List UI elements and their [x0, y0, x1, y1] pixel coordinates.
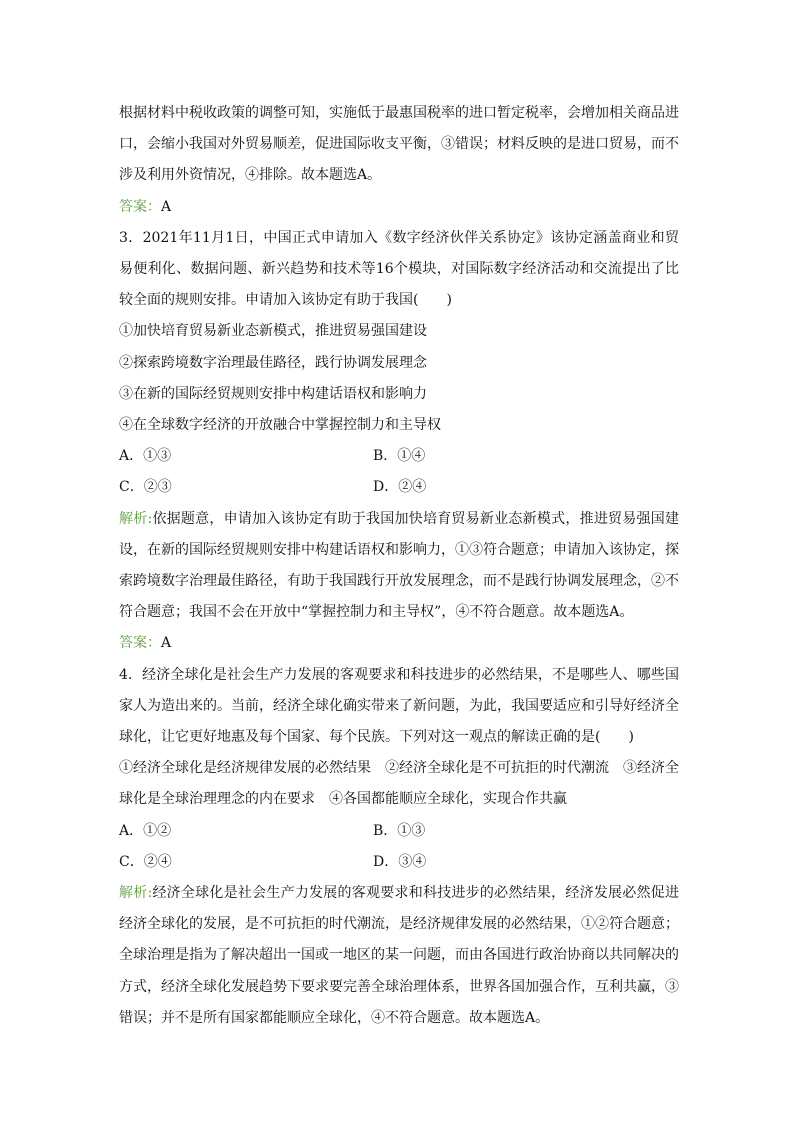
- q3-options-row-1: [119, 441, 679, 472]
- q3-option-c: C．②③: [119, 479, 172, 496]
- q3-answer-line: [119, 628, 679, 659]
- q3-option-b: B．①④: [373, 448, 426, 465]
- document-content: [119, 98, 679, 1034]
- q3-item-2: ②探索跨境数字治理最佳路径，践行协调发展理念: [119, 354, 427, 371]
- answer-label: 答案：: [119, 635, 161, 652]
- q3-item-4: ④在全球数字经济的开放融合中掌握控制力和主导权: [119, 417, 441, 434]
- q4-items: ①经济全球化是经济规律发展的必然结果 ②经济全球化是不可抗拒的时代潮流 ③经济全球化是全球治理理念的内在要求 ④各国都能顺应全球化，实现合作共赢: [119, 760, 679, 808]
- answer-line: [119, 192, 679, 223]
- q4-option-a: A．①②: [119, 822, 172, 839]
- q3-item-1: ①加快培育贸易新业态新模式，推进贸易强国建设: [119, 323, 427, 340]
- question-3-stem: 3．2021年11月1日，中国正式申请加入《数字经济伙伴关系协定》该协定涵盖商业和贸易便利化、数据问题、新兴趋势和技术等16个模块，对国际数字经济活动和交流提出了比较全面的规则安排。申请加入该协定有助于我国( ): [119, 229, 679, 309]
- analysis-label: 解析:: [119, 510, 153, 527]
- analysis-label: 解析:: [119, 885, 153, 902]
- q4-option-d: D．③④: [373, 853, 427, 870]
- answer-value: A: [161, 635, 172, 652]
- analysis-continuation: 根据材料中税收政策的调整可知，实施低于最惠国税率的进口暂定税率，会增加相关商品进口，会缩小我国对外贸易顺差，促进国际收支平衡，③错误；材料反映的是进口贸易，而不涉及利用外资情况，④排除。故本题选A。: [119, 105, 679, 184]
- q3-option-a: A．①③: [119, 448, 172, 465]
- q4-options-row-2: [119, 847, 679, 878]
- q3-item-3: ③在新的国际经贸规则安排中构建话语权和影响力: [119, 385, 427, 402]
- q4-options-row-1: [119, 816, 679, 847]
- q4-option-b: B．①③: [373, 822, 426, 839]
- q4-analysis-text: 经济全球化是社会生产力发展的客观要求和科技进步的必然结果，经济发展必然促进经济全球化的发展，是不可抗拒的时代潮流，是经济规律发展的必然结果，①②符合题意；全球治理是指为了解决超出一国或一地区的某一问题，而由各国进行政治协商以共同解决的方式，经济全球化发展趋势下要求要完善全球治理体系，世界各国加强合作，互利共赢，③错误；并不是所有国家都能顺应全球化，④不符合题意。故本题选A。: [119, 885, 680, 1026]
- q3-analysis-text: 依据题意，申请加入该协定有助于我国加快培育贸易新业态新模式，推进贸易强国建设，在新的国际经贸规则安排中构建话语权和影响力，①③符合题意；申请加入该协定，探索跨境数字治理最佳路径，有助于我国践行开放发展理念，而不是践行协调发展理念，②不符合题意；我国不会在开放中“掌握控制力和主导权”，④不符合题意。故本题选A。: [119, 510, 680, 621]
- answer-value: A: [161, 198, 172, 215]
- q3-option-d: D．②④: [373, 479, 427, 496]
- question-4-stem: 4．经济全球化是社会生产力发展的客观要求和科技进步的必然结果，不是哪些人、哪些国家人为造出来的。当前，经济全球化确实带来了新问题，为此，我国要适应和引导好经济全球化，让它更好地惠及每个国家、每个民族。下列对这一观点的解读正确的是( ): [119, 666, 679, 746]
- q4-option-c: C．②④: [119, 853, 172, 870]
- q3-analysis: [119, 504, 679, 629]
- q4-analysis: [119, 878, 679, 1034]
- answer-label: 答案：: [119, 198, 161, 215]
- q3-options-row-2: [119, 472, 679, 503]
